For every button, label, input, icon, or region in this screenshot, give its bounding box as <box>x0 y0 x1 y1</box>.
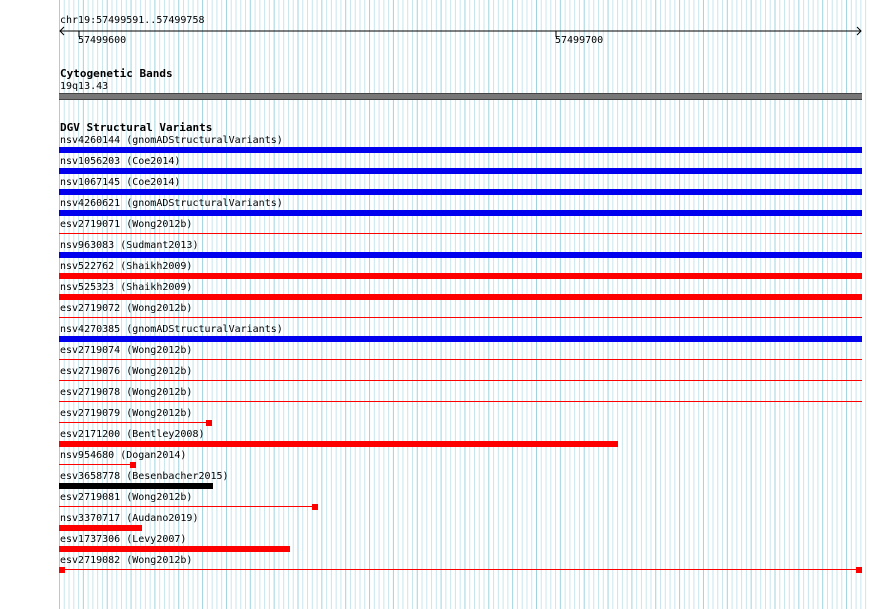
ruler-scale[interactable] <box>56 26 866 38</box>
ruler-tick-label: 57499700 <box>555 35 604 46</box>
dgv-feature-bar[interactable] <box>59 464 136 465</box>
dgv-feature-bar[interactable] <box>59 189 862 195</box>
dgv-feature-end-marker <box>59 567 65 573</box>
dgv-feature-label[interactable]: nsv954680 (Dogan2014) <box>60 450 187 461</box>
dgv-feature-bar[interactable] <box>59 380 862 381</box>
dgv-feature-bar[interactable] <box>59 546 290 552</box>
dgv-feature-label[interactable]: esv2719076 (Wong2012b) <box>60 366 193 377</box>
dgv-feature-label[interactable]: esv3658778 (Besenbacher2015) <box>60 471 229 482</box>
dgv-feature-label[interactable]: nsv4260144 (gnomADStructuralVariants) <box>60 135 283 146</box>
dgv-feature-end-marker <box>130 462 136 468</box>
cytogenetic-bands-title: Cytogenetic Bands <box>60 67 173 80</box>
dgv-feature-bar[interactable] <box>59 336 862 342</box>
dgv-feature-bar[interactable] <box>59 422 212 423</box>
dgv-feature-bar[interactable] <box>59 317 862 318</box>
dgv-feature-label[interactable]: esv2719071 (Wong2012b) <box>60 219 193 230</box>
dgv-feature-label[interactable]: esv2719074 (Wong2012b) <box>60 345 193 356</box>
dgv-feature-label[interactable]: nsv4270385 (gnomADStructuralVariants) <box>60 324 283 335</box>
dgv-feature-bar[interactable] <box>59 233 862 234</box>
dgv-feature-bar[interactable] <box>59 252 862 258</box>
ruler-tick-label: 57499600 <box>78 35 127 46</box>
dgv-feature-bar[interactable] <box>59 401 862 402</box>
cytoband-bar[interactable] <box>59 93 862 100</box>
dgv-feature-label[interactable]: nsv1056203 (Coe2014) <box>60 156 181 167</box>
dgv-feature-bar[interactable] <box>59 147 862 153</box>
dgv-feature-bar[interactable] <box>59 441 618 447</box>
dgv-feature-bar[interactable] <box>59 483 213 489</box>
dgv-feature-end-marker <box>312 504 318 510</box>
dgv-feature-label[interactable]: nsv522762 (Shaikh2009) <box>60 261 193 272</box>
dgv-feature-bar[interactable] <box>59 506 318 507</box>
dgv-feature-label[interactable]: esv2719081 (Wong2012b) <box>60 492 193 503</box>
dgv-feature-bar[interactable] <box>59 359 862 360</box>
dgv-track-title: DGV Structural Variants <box>60 121 213 134</box>
dgv-feature-bar[interactable] <box>59 273 862 279</box>
dgv-feature-bar[interactable] <box>59 294 862 300</box>
dgv-feature-bar[interactable] <box>59 168 862 174</box>
dgv-feature-label[interactable]: nsv525323 (Shaikh2009) <box>60 282 193 293</box>
dgv-feature-label[interactable]: esv2171200 (Bentley2008) <box>60 429 205 440</box>
dgv-feature-label[interactable]: esv2719079 (Wong2012b) <box>60 408 193 419</box>
dgv-feature-label[interactable]: esv2719072 (Wong2012b) <box>60 303 193 314</box>
dgv-feature-label[interactable]: esv2719082 (Wong2012b) <box>60 555 193 566</box>
dgv-feature-label[interactable]: nsv4260621 (gnomADStructuralVariants) <box>60 198 283 209</box>
dgv-feature-label[interactable]: esv1737306 (Levy2007) <box>60 534 187 545</box>
dgv-feature-end-marker <box>206 420 212 426</box>
dgv-feature-end-marker <box>856 567 862 573</box>
dgv-feature-bar[interactable] <box>59 210 862 216</box>
dgv-feature-bar[interactable] <box>59 525 142 531</box>
dgv-feature-label[interactable]: nsv963083 (Sudmant2013) <box>60 240 199 251</box>
dgv-feature-label[interactable]: nsv1067145 (Coe2014) <box>60 177 181 188</box>
dgv-feature-label[interactable]: esv2719078 (Wong2012b) <box>60 387 193 398</box>
cytoband-label: 19q13.43 <box>60 81 109 92</box>
region-label: chr19:57499591..57499758 <box>60 15 205 26</box>
dgv-feature-label[interactable]: nsv3370717 (Audano2019) <box>60 513 199 524</box>
dgv-feature-bar[interactable] <box>59 569 862 570</box>
